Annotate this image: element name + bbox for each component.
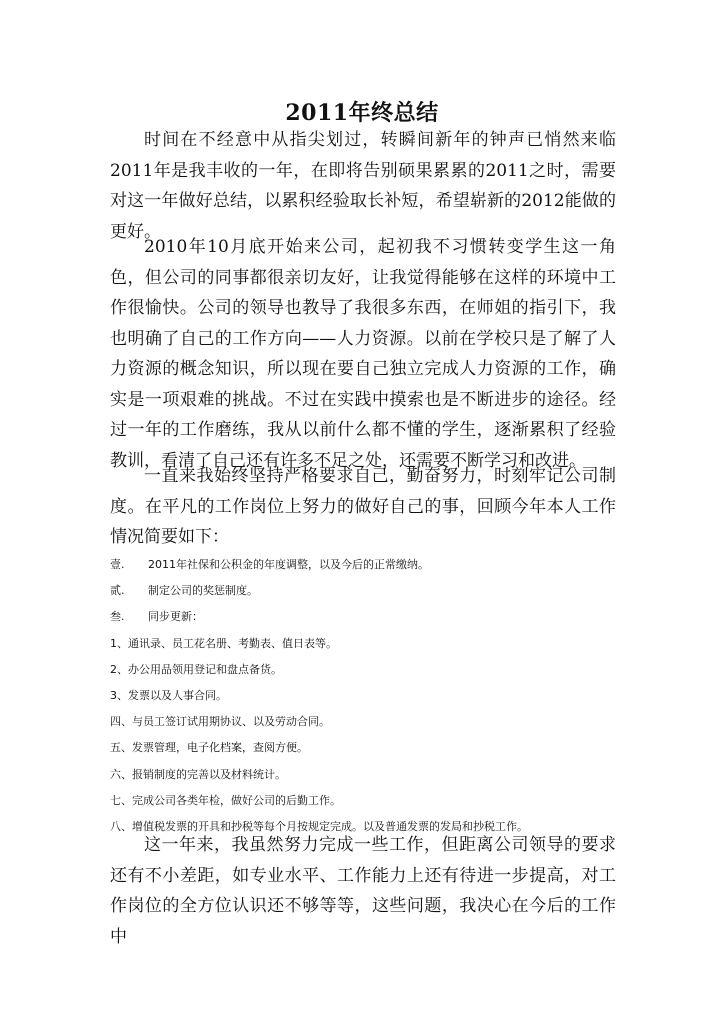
list-item-text: 发票以及人事合同。: [128, 689, 227, 703]
document-title: 2011年终总结: [285, 100, 439, 126]
list-item: [110, 709, 650, 735]
list-item-text: 报销制度的完善以及材料统计。: [132, 767, 286, 781]
list-item-text: 同步更新：: [148, 610, 203, 624]
list-item: [110, 683, 650, 709]
paragraph-background: 2010年10月底开始来公司，起初我不习惯转变学生这一角色，但公司的同事都很亲切友好，让我觉得能够在这样的环境中工作很愉快。公司的领导也教导了我很多东西，在师姐的指引下，我也明确了自己的工作方向——人力资源。以前在学校只是了解了人力资源的概念知识，所以现在要自己独立完成人力资源的工作，确实是一项艰难的挑战。不过在实践中摸索也是不断进步的途径。经过一年的工作磨练，我从以前什么都不懂的学生，逐渐累积了经验教训，看清了自己还有许多不足之处，还需要不断学习和改进。: [110, 237, 616, 471]
list-item: [110, 578, 650, 604]
paragraph-intro: 时间在不经意中从指尖划过，转瞬间新年的钟声已悄然来临2011年是我丰收的一年，在即将告别硕果累累的2011之时，需要对这一年做好总结，以累积经验取长补短，希望崭新的2012能做的更好。: [110, 130, 616, 242]
list-item-number: 七、: [110, 793, 132, 807]
list-item-text: 增值税发票的开具和抄税等每个月按规定完成。以及普通发票的发局和抄税工作。: [132, 820, 528, 834]
list-item-number: 五、: [110, 741, 132, 755]
list-item: [110, 762, 650, 788]
list-item: [110, 788, 650, 814]
list-item-text: 2011年社保和公积金的年度调整，以及今后的正常缴纳。: [148, 558, 429, 571]
list-item: [110, 631, 650, 657]
paragraph-closing: 这一年来，我虽然努力完成一些工作，但距离公司领导的要求还有不小差距，如专业水平、工作能力上还有待进一步提高，对工作岗位的全方位认识还不够等等，这些问题，我决心在今后的工作中: [110, 835, 616, 947]
list-item: [110, 604, 650, 630]
list-item: [110, 552, 650, 578]
list-item-number: 四、: [110, 715, 132, 729]
list-item-text: 发票管理，电子化档案，查阅方便。: [132, 741, 308, 755]
list-item-number: 1、: [110, 636, 128, 650]
list-item-number: 壹.: [110, 558, 125, 571]
list-item-number: 3、: [110, 689, 128, 703]
list-item-text: 与员工签订试用期协议、以及劳动合同。: [132, 715, 330, 729]
list-item-number: 2、: [110, 662, 128, 676]
list-item-number: 贰.: [110, 584, 125, 598]
list-item-text: 完成公司各类年检，做好公司的后勤工作。: [132, 793, 341, 807]
list-item: [110, 735, 650, 761]
list-item-number: 叁.: [110, 610, 125, 624]
list-item-number: 六、: [110, 767, 132, 781]
list-item-number: 八、: [110, 820, 132, 834]
work-items-list: [110, 552, 650, 840]
paragraph-summary-lead: 一直来我始终坚持严格要求自己，勤奋努力，时刻牢记公司制度。在平凡的工作岗位上努力的做好自己的事，回顾今年本人工作情况简要如下：: [110, 466, 616, 547]
list-item-text: 通讯录、员工花名册、考勤表、值日表等。: [128, 636, 337, 650]
list-item-text: 办公用品领用登记和盘点备货。: [128, 662, 282, 676]
list-item-text: 制定公司的奖惩制度。: [148, 584, 258, 598]
list-item: [110, 657, 650, 683]
